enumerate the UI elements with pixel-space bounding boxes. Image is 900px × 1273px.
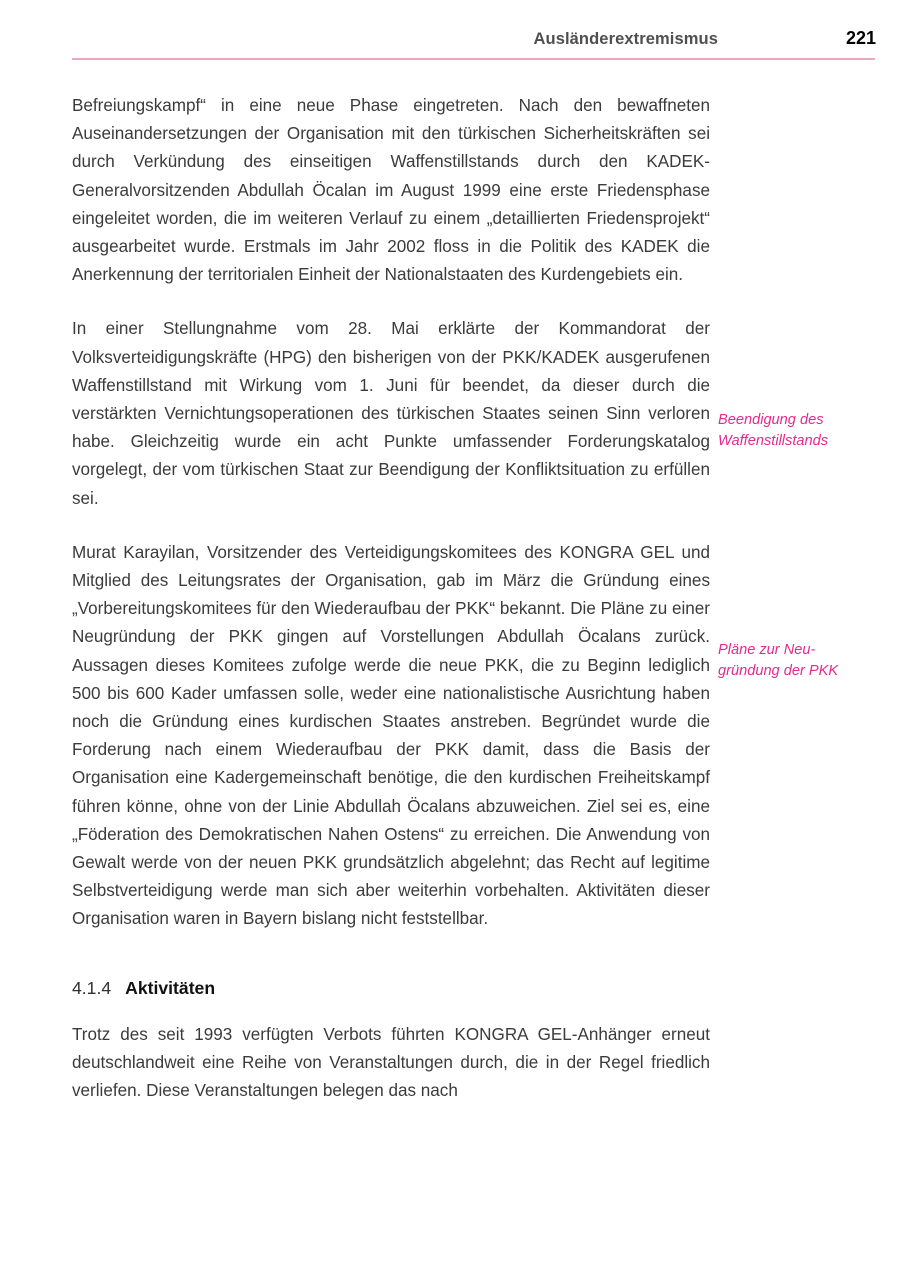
- paragraph: Trotz des seit 1993 verfügten Verbots führten KONGRA GEL-Anhänger erneut deutschlandweit eine Reihe von Veranstaltungen durch, die in der Regel friedlich verliefen. Diese Veranstaltungen belegen das nach: [72, 1024, 710, 1101]
- section-title: Aktivitäten: [125, 977, 216, 998]
- section-heading: [72, 978, 710, 999]
- margin-note-line: Waffenstillstands: [718, 433, 829, 449]
- header-rule: [72, 58, 875, 60]
- margin-note-line: gründung der PKK: [718, 663, 839, 679]
- margin-note: [718, 640, 894, 682]
- paragraph: In einer Stellungnahme vom 28. Mai erklärte der Kommandorat der Volksverteidigungskräfte (HPG) den bisherigen von der PKK/KADEK ausgerufenen Waffenstillstand mit Wirkung vom 1. Juni für beendet, da dieser durch die verstärkten Vernichtungsoperationen des türkischen Staates seinen Sinn verloren habe. Gleichzeitig wurde ein acht Punkte umfassender Forderungskatalog vorgelegt, der vom türkischen Staat zur Beendigung der Konfliktsituation zu erfüllen sei.: [72, 319, 710, 508]
- paragraph: Befreiungskampf“ in eine neue Phase eingetreten. Nach den bewaffneten Auseinandersetzungen der Organisation mit den türkischen Sicherheitskräften sei durch Verkündung des einseitigen Waffenstillstands durch den KADEK-Generalvorsitzenden Abdullah Öcalan im August 1999 eine erste Friedensphase eingeleitet worden, die im weiteren Verlauf zu einem „detaillierten Friedensprojekt“ ausgearbeitet wurde. Erstmals im Jahr 2002 floss in die Politik des KADEK die Anerkennung der territorialen Einheit der Nationalstaaten des Kurdengebiets ein.: [72, 96, 710, 285]
- margin-note-line: Beendigung des: [718, 412, 824, 428]
- section-number: 4.1.4: [72, 977, 112, 998]
- paragraph: Murat Karayilan, Vorsitzender des Verteidigungskomitees des KONGRA GEL und Mitglied des Leitungsrates der Organisation, gab im März die Gründung eines „Vorbereitungskomitees für den Wiederaufbau der PKK“ bekannt. Die Pläne zu einer Neugründung der PKK gingen auf Vorstellungen Abdullah Öcalans zurück. Aussagen dieses Komitees zufolge werde die neue PKK, die zu Beginn lediglich 500 bis 600 Kader umfassen solle, weder eine nationalistische Ausrichtung haben noch die Gründung eines kurdischen Staates anstreben. Begründet wurde die Forderung nach einem Wiederaufbau der PKK damit, dass die Basis der Organisation eine Kadergemeinschaft benötige, die den kurdischen Freiheitskampf führen könne, ohne von der Linie Abdullah Öcalans abzuweichen. Ziel sei es, eine „Föderation des Demokratischen Nahen Ostens“ zu erreichen. Die Anwendung von Gewalt werde von der neuen PKK grundsätzlich abgelehnt; das Recht auf legitime Selbstverteidigung werde man sich aber weiterhin vorbehalten. Aktivitäten dieser Organisation waren in Bayern bislang nicht feststellbar.: [72, 542, 710, 929]
- margin-note: [718, 410, 894, 452]
- body-text-column: [72, 92, 710, 1131]
- running-head-title: Ausländerextremismus: [533, 30, 718, 48]
- running-head: [72, 28, 876, 54]
- page-number: 221: [845, 28, 876, 48]
- margin-note-line: Pläne zur Neu-: [718, 642, 816, 658]
